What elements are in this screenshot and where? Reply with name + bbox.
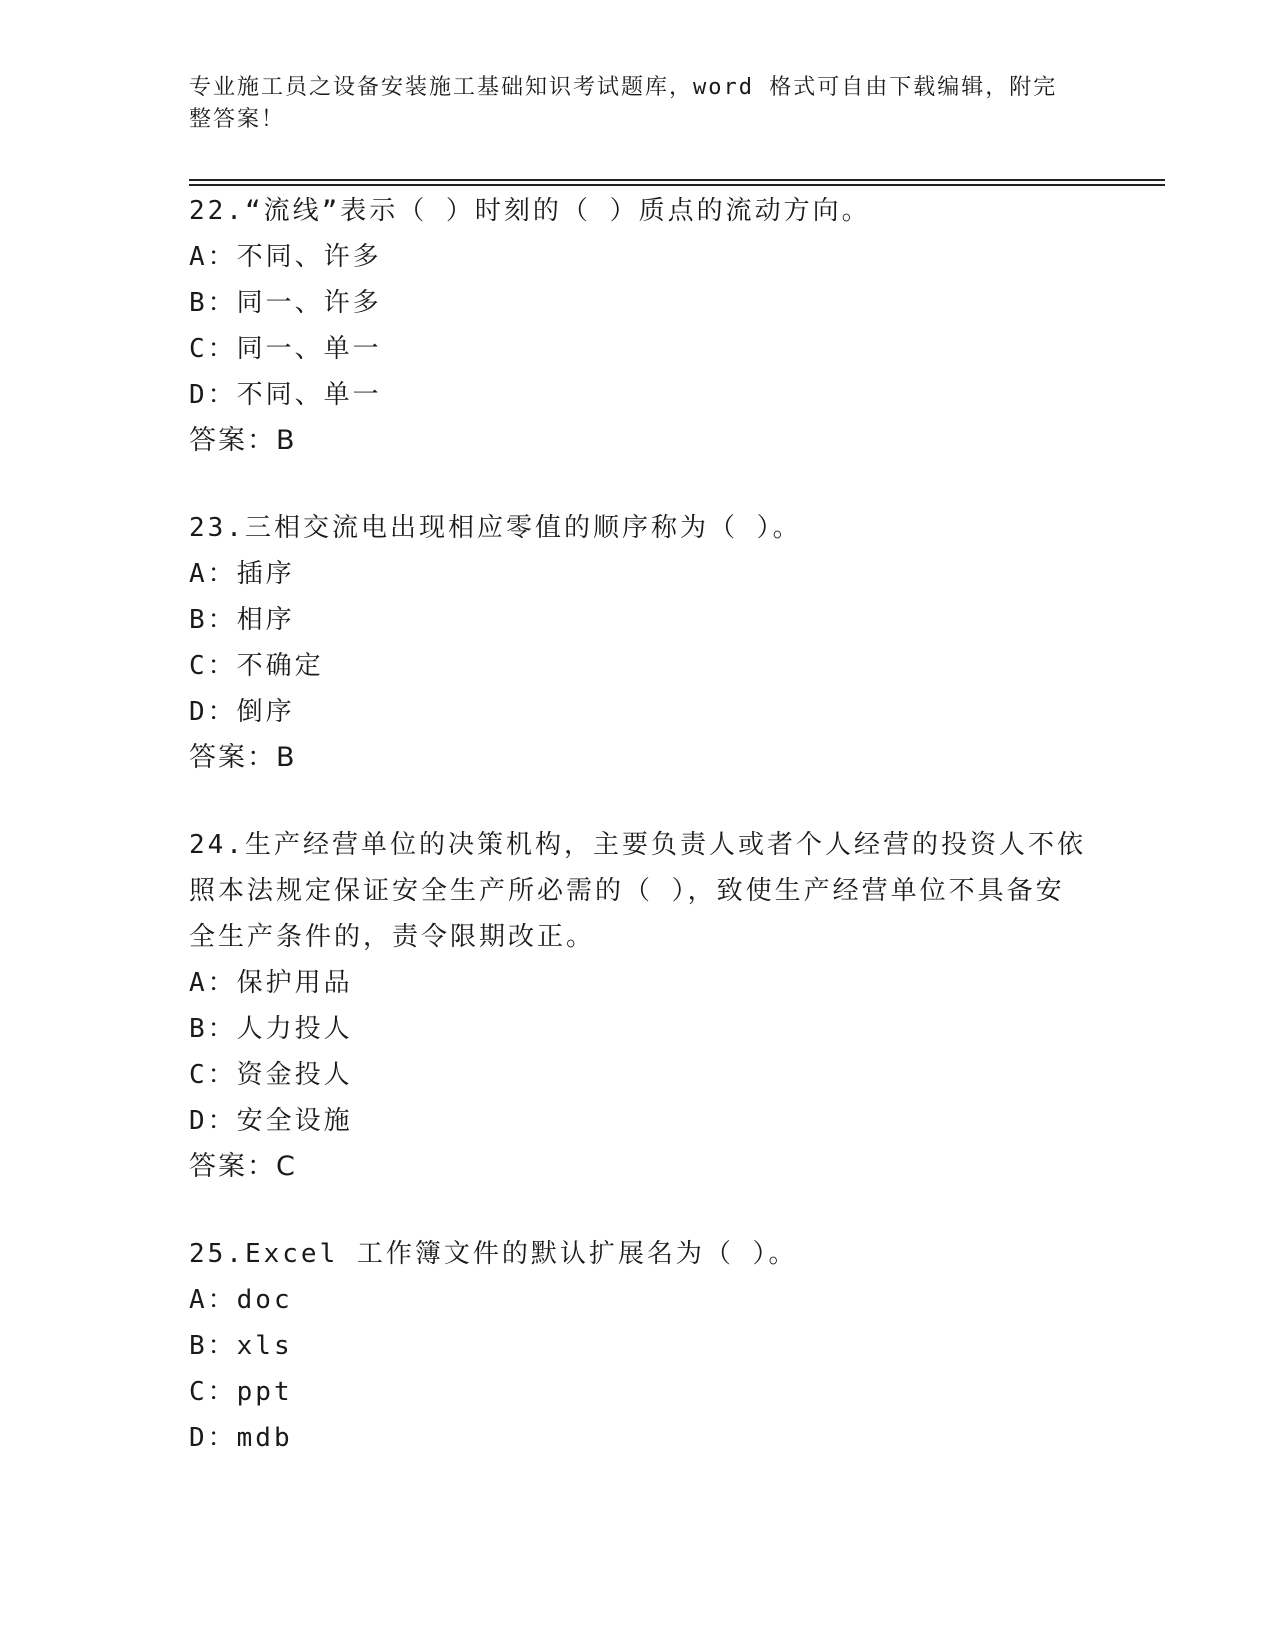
question-list — [189, 188, 1089, 1502]
option-a: A：doc — [189, 1285, 293, 1315]
question-25 — [189, 1231, 1089, 1461]
question-22 — [189, 188, 1089, 464]
option-b: B：人力投人 — [189, 1014, 353, 1044]
option-c: C：不确定 — [189, 651, 324, 681]
question-stem: 24.生产经营单位的决策机构，主要负责人或者个人经营的投资人不依照本法规定保证安全生产所必需的（ ），致使生产经营单位不具备安全生产条件的，责令限期改正。 — [189, 830, 1086, 952]
option-b: B：xls — [189, 1331, 293, 1361]
option-a: A：不同、许多 — [189, 242, 382, 272]
option-c: C：ppt — [189, 1377, 293, 1407]
answer: 答案：B — [189, 425, 297, 456]
question-23 — [189, 505, 1089, 781]
option-b: B：相序 — [189, 605, 295, 635]
option-d: D：倒序 — [189, 697, 295, 727]
question-stem: 25.Excel 工作簿文件的默认扩展名为（ ）。 — [189, 1239, 798, 1269]
question-stem: 23.三相交流电出现相应零值的顺序称为（ ）。 — [189, 513, 802, 543]
option-a: A：保护用品 — [189, 968, 353, 998]
header-divider-top — [189, 179, 1165, 181]
option-a: A：插序 — [189, 559, 295, 589]
answer: 答案：C — [189, 1151, 297, 1182]
header-divider-bottom — [189, 184, 1165, 186]
option-d: D：不同、单一 — [189, 380, 382, 410]
question-24 — [189, 822, 1089, 1190]
option-c: C：资金投人 — [189, 1060, 353, 1090]
answer: 答案：B — [189, 742, 297, 773]
question-stem: 22.“流线”表示（ ）时刻的（ ）质点的流动方向。 — [189, 196, 871, 226]
option-c: C：同一、单一 — [189, 334, 382, 364]
document-header: 专业施工员之设备安装施工基础知识考试题库，word 格式可自由下载编辑，附完整答案！ — [189, 75, 1058, 132]
option-d: D：安全设施 — [189, 1106, 353, 1136]
option-d: D：mdb — [189, 1423, 293, 1453]
option-b: B：同一、许多 — [189, 288, 382, 318]
